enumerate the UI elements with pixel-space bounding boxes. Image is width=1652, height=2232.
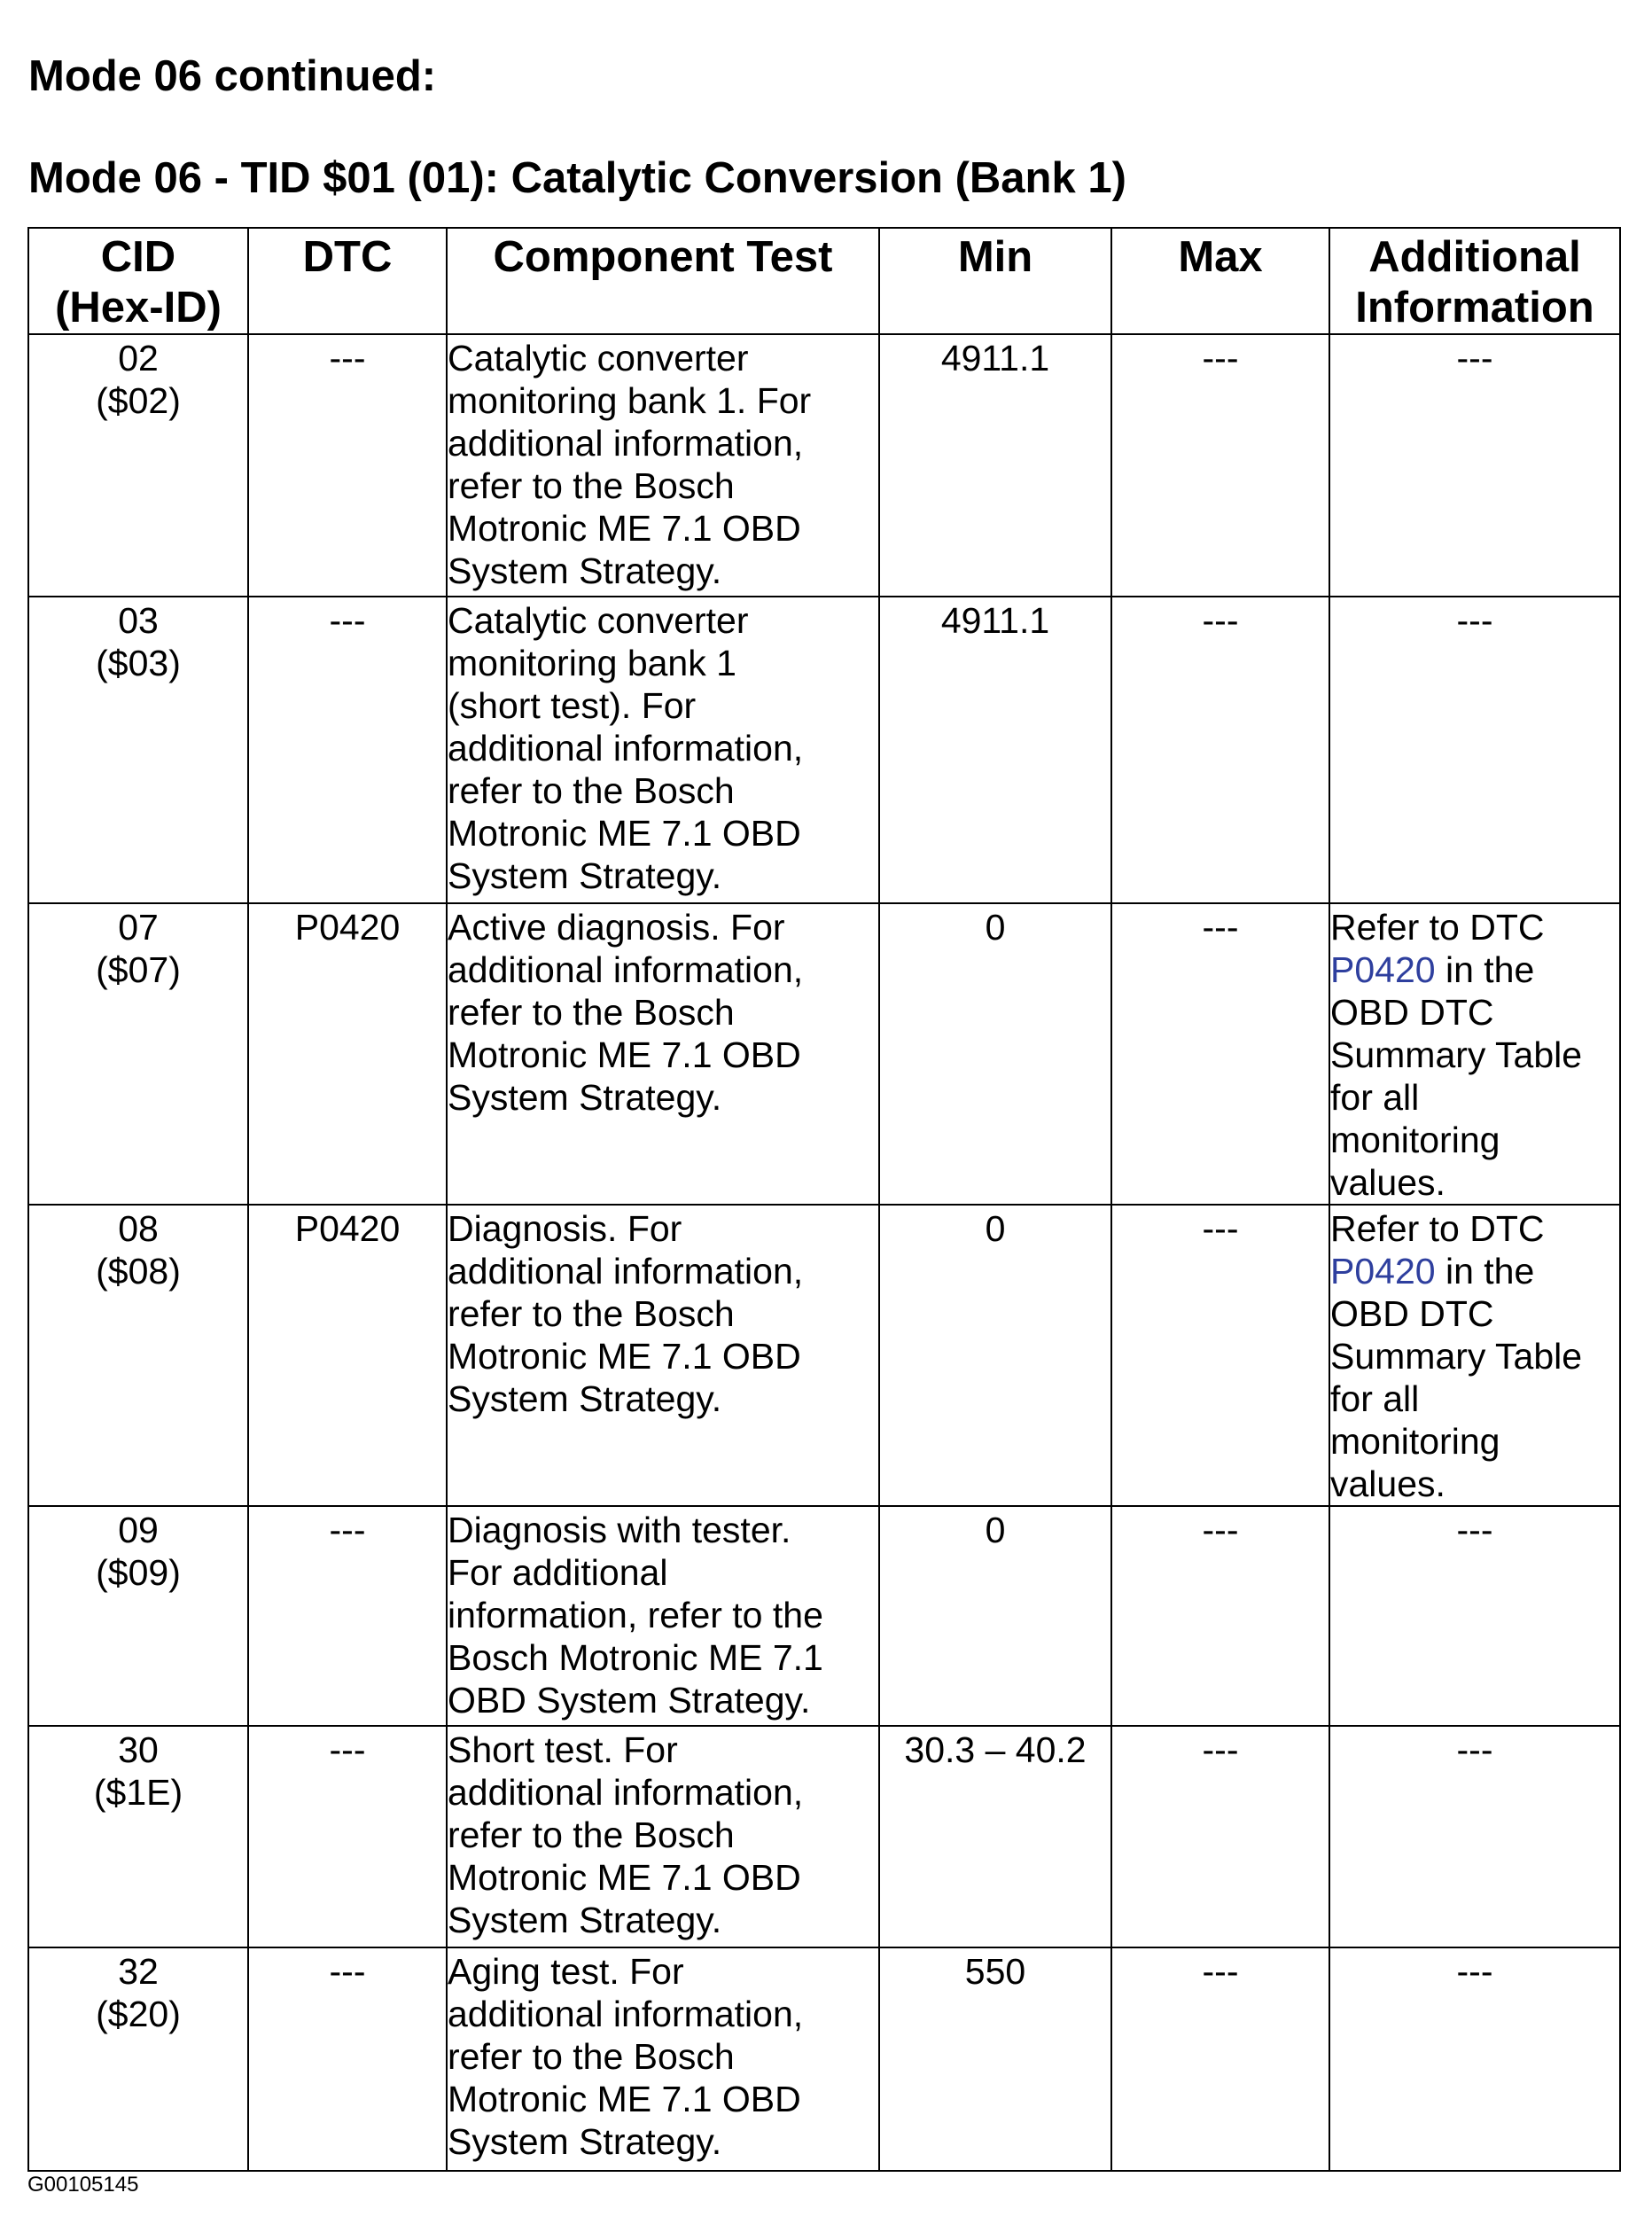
test-line: System Strategy. xyxy=(448,1378,722,1419)
table-title: Mode 06 - TID $01 (01): Catalytic Conversion (Bank 1) xyxy=(28,154,1126,202)
max-cell: --- xyxy=(1111,334,1329,597)
test-line: monitoring bank 1. For xyxy=(448,380,812,421)
test-line: For additional xyxy=(448,1552,668,1593)
header-test-line1: Component Test xyxy=(493,233,833,281)
test-line: Short test. For xyxy=(448,1729,678,1770)
table-row xyxy=(28,1205,1620,1506)
header-max xyxy=(1111,228,1329,334)
header-cid-line1: CID xyxy=(100,233,176,281)
cid-cell xyxy=(28,903,248,1205)
info-line xyxy=(1330,1250,1619,1292)
component-test-cell xyxy=(447,334,879,597)
info-line: values. xyxy=(1330,1162,1446,1203)
header-info-line1: Additional xyxy=(1368,233,1581,281)
cid-value: 30 xyxy=(118,1729,159,1770)
test-line: refer to the Bosch xyxy=(448,465,735,506)
test-line: System Strategy. xyxy=(448,2121,722,2162)
test-line: Motronic ME 7.1 OBD xyxy=(448,2079,801,2119)
test-line: System Strategy. xyxy=(448,1077,722,1118)
table-row xyxy=(28,903,1620,1205)
header-dtc-line1: DTC xyxy=(302,233,393,281)
info-line: monitoring xyxy=(1330,1120,1500,1160)
test-line: System Strategy. xyxy=(448,855,722,896)
dtc-cell: --- xyxy=(248,334,447,597)
test-line: refer to the Bosch xyxy=(448,1814,735,1855)
cid-value: 32 xyxy=(118,1951,159,1992)
cid-hex: ($07) xyxy=(96,949,181,990)
dtc-cell: --- xyxy=(248,1726,447,1947)
max-cell: --- xyxy=(1111,1205,1329,1506)
info-cell xyxy=(1329,903,1620,1205)
cid-cell xyxy=(28,1506,248,1726)
test-line: refer to the Bosch xyxy=(448,992,735,1033)
cid-cell xyxy=(28,334,248,597)
cid-cell xyxy=(28,1947,248,2171)
section-heading: Mode 06 continued: xyxy=(28,52,437,100)
dtc-cell: P0420 xyxy=(248,1205,447,1506)
header-min-line1: Min xyxy=(957,233,1033,281)
test-line: Motronic ME 7.1 OBD xyxy=(448,1034,801,1075)
min-cell: 4911.1 xyxy=(879,334,1111,597)
header-dtc xyxy=(248,228,447,334)
cid-cell xyxy=(28,1726,248,1947)
info-line: Refer to DTC xyxy=(1330,1208,1545,1249)
info-line: for all xyxy=(1330,1378,1420,1419)
test-line: additional information, xyxy=(448,1251,804,1292)
info-line: monitoring xyxy=(1330,1421,1500,1462)
component-test-cell xyxy=(447,597,879,903)
info-cell: --- xyxy=(1329,597,1620,903)
header-min xyxy=(879,228,1111,334)
cid-hex: ($08) xyxy=(96,1251,181,1292)
test-line: Catalytic converter xyxy=(448,600,749,641)
test-line: Motronic ME 7.1 OBD xyxy=(448,1336,801,1377)
test-line: additional information, xyxy=(448,1772,804,1813)
test-line: System Strategy. xyxy=(448,550,722,591)
max-cell: --- xyxy=(1111,1947,1329,2171)
component-test-cell xyxy=(447,1726,879,1947)
info-line: OBD DTC xyxy=(1330,1293,1494,1334)
min-cell: 550 xyxy=(879,1947,1111,2171)
test-line: monitoring bank 1 xyxy=(448,643,736,683)
dtc-cell: --- xyxy=(248,1947,447,2171)
info-cell: --- xyxy=(1329,334,1620,597)
table-row xyxy=(28,334,1620,597)
component-test-cell xyxy=(447,1506,879,1726)
test-line: System Strategy. xyxy=(448,1900,722,1940)
info-line: values. xyxy=(1330,1463,1446,1504)
info-cell: --- xyxy=(1329,1947,1620,2171)
table-row xyxy=(28,1726,1620,1947)
info-cell: --- xyxy=(1329,1726,1620,1947)
cid-hex: ($03) xyxy=(96,643,181,683)
test-line: OBD System Strategy. xyxy=(448,1680,811,1721)
cid-value: 03 xyxy=(118,600,159,641)
cid-hex: ($02) xyxy=(96,380,181,421)
info-line: Summary Table xyxy=(1330,1336,1583,1377)
cid-value: 08 xyxy=(118,1208,159,1249)
header-cid-line2: (Hex-ID) xyxy=(55,284,222,332)
info-line: for all xyxy=(1330,1077,1420,1118)
cid-hex: ($09) xyxy=(96,1552,181,1593)
mode06-table xyxy=(27,227,1621,2172)
test-line: Catalytic converter xyxy=(448,338,749,379)
max-cell: --- xyxy=(1111,597,1329,903)
test-line: Active diagnosis. For xyxy=(448,907,785,948)
test-line: refer to the Bosch xyxy=(448,770,735,811)
table-row xyxy=(28,597,1620,903)
test-line: additional information, xyxy=(448,1994,804,2034)
header-info-line2: Information xyxy=(1355,284,1594,332)
component-test-cell xyxy=(447,903,879,1205)
info-text: in the xyxy=(1435,1251,1535,1292)
dtc-cell: P0420 xyxy=(248,903,447,1205)
max-cell: --- xyxy=(1111,1506,1329,1726)
test-line: additional information, xyxy=(448,423,804,464)
dtc-link[interactable]: P0420 xyxy=(1330,1251,1436,1292)
min-cell: 0 xyxy=(879,1506,1111,1726)
table-header-row xyxy=(28,228,1620,334)
test-line: Bosch Motronic ME 7.1 xyxy=(448,1637,823,1678)
test-line: Motronic ME 7.1 OBD xyxy=(448,1857,801,1898)
cid-hex: ($1E) xyxy=(93,1772,183,1813)
info-cell: --- xyxy=(1329,1506,1620,1726)
cid-value: 09 xyxy=(118,1510,159,1550)
test-line: Motronic ME 7.1 OBD xyxy=(448,813,801,854)
info-cell xyxy=(1329,1205,1620,1506)
min-cell: 30.3 – 40.2 xyxy=(879,1726,1111,1947)
min-cell: 0 xyxy=(879,903,1111,1205)
dtc-cell: --- xyxy=(248,1506,447,1726)
max-cell: --- xyxy=(1111,1726,1329,1947)
test-line: information, refer to the xyxy=(448,1595,823,1635)
info-line xyxy=(1330,948,1619,991)
header-cid xyxy=(28,228,248,334)
header-component-test xyxy=(447,228,879,334)
max-cell: --- xyxy=(1111,903,1329,1205)
component-test-cell xyxy=(447,1205,879,1506)
cid-cell xyxy=(28,597,248,903)
test-line: additional information, xyxy=(448,728,804,769)
dtc-link[interactable]: P0420 xyxy=(1330,949,1436,990)
cid-value: 02 xyxy=(118,338,159,379)
min-cell: 4911.1 xyxy=(879,597,1111,903)
figure-code: G00105145 xyxy=(27,2173,139,2197)
test-line: Motronic ME 7.1 OBD xyxy=(448,508,801,549)
test-line: Diagnosis. For xyxy=(448,1208,682,1249)
header-additional-info xyxy=(1329,228,1620,334)
info-line: Summary Table xyxy=(1330,1034,1583,1075)
info-line: Refer to DTC xyxy=(1330,907,1545,948)
table-row xyxy=(28,1947,1620,2171)
info-text: in the xyxy=(1435,949,1535,990)
cid-hex: ($20) xyxy=(96,1994,181,2034)
test-line: Diagnosis with tester. xyxy=(448,1510,791,1550)
test-line: Aging test. For xyxy=(448,1951,684,1992)
dtc-cell: --- xyxy=(248,597,447,903)
header-max-line1: Max xyxy=(1178,233,1263,281)
cid-value: 07 xyxy=(118,907,159,948)
test-line: refer to the Bosch xyxy=(448,1293,735,1334)
test-line: refer to the Bosch xyxy=(448,2036,735,2077)
component-test-cell xyxy=(447,1947,879,2171)
min-cell: 0 xyxy=(879,1205,1111,1506)
test-line: additional information, xyxy=(448,949,804,990)
info-line: OBD DTC xyxy=(1330,992,1494,1033)
table-row xyxy=(28,1506,1620,1726)
test-line: (short test). For xyxy=(448,685,697,726)
cid-cell xyxy=(28,1205,248,1506)
